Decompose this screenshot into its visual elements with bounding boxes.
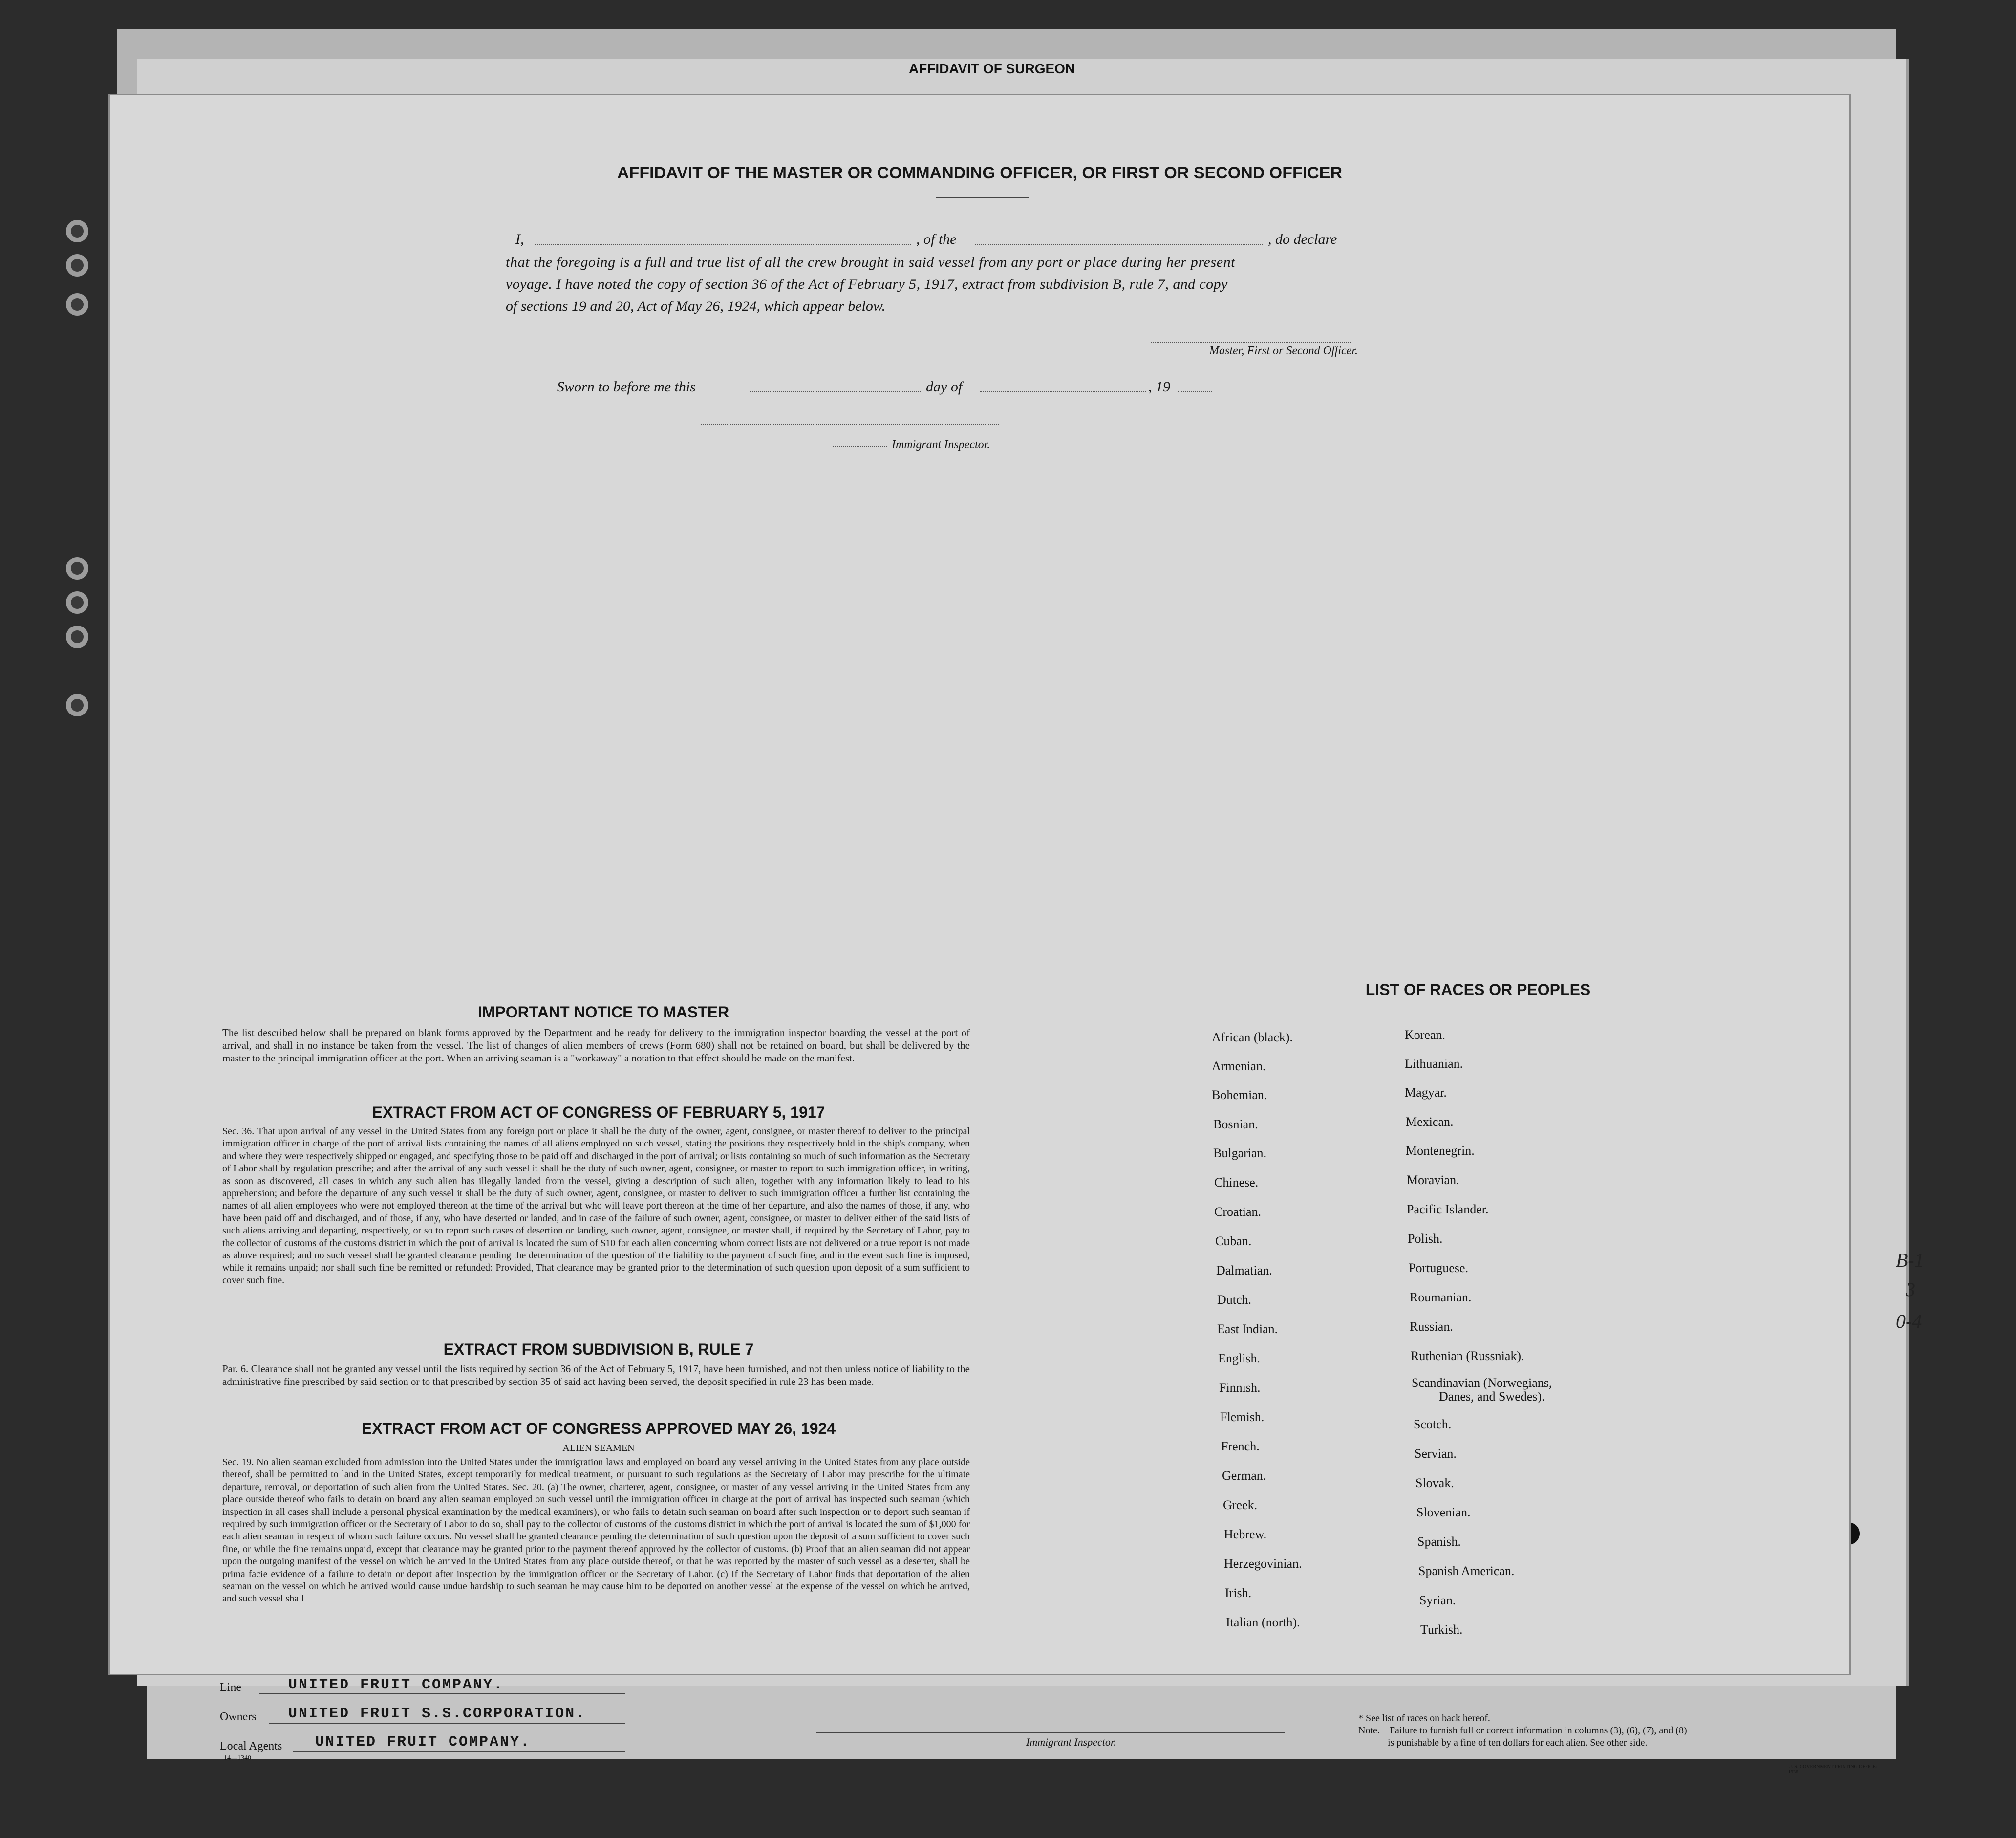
race-item: Polish. [1408,1232,1443,1246]
race-item: Herzegovinian. [1224,1557,1302,1571]
race-item: French. [1221,1439,1260,1453]
master-signature-field[interactable] [1151,342,1351,343]
race-item: Flemish. [1220,1410,1265,1424]
race-item: Dutch. [1217,1293,1252,1307]
extract-1917-title: EXTRACT FROM ACT OF CONGRESS OF FEBRUARY 5, 1917 [372,1103,825,1121]
of-the-label: , of the [916,231,957,247]
race-item: Pacific Islander. [1407,1202,1489,1216]
extract-1924-title: EXTRACT FROM ACT OF CONGRESS APPROVED MAY 26, 1924 [361,1420,836,1437]
sworn-month-field[interactable] [980,391,1146,392]
race-item: Italian (north). [1226,1615,1300,1629]
subdivision-text: Par. 6. Clearance shall not be granted any vessel until the lists required by section 36 of the Act of February 5, 1917, have been furnished, and not then unless notice of liability to the administrative fine prescribed by said section or to that prescribed by section 35 of said act having been served, the deposit specified in rule 23 has been made. [222,1363,970,1387]
race-item: Servian. [1415,1447,1457,1461]
printing-office: U. S. GOVERNMENT PRINTING OFFICE: 1936 [1788,1764,1877,1775]
race-item: Roumanian. [1410,1290,1472,1304]
note-fine: is punishable by a fine of ten dollars for each alien. See other side. [1388,1737,1648,1748]
race-item: Moravian. [1407,1173,1459,1187]
race-item: Portuguese. [1409,1261,1469,1275]
sworn-year-field[interactable] [1178,391,1212,392]
race-item: Bulgarian. [1213,1146,1267,1160]
alien-seamen-subtitle: ALIEN SEAMEN [562,1443,635,1453]
note-failure: Note.—Failure to furnish full or correct information in columns (3), (6), (7), and (8) [1358,1725,1687,1736]
i-label: I, [515,231,524,247]
inspector-label: Immigrant Inspector. [892,438,990,451]
binder-hole [66,293,88,316]
affidavit-line-2: voyage. I have noted the copy of section 36 of the Act of February 5, 1917, extract from subdivision B, rule 7, and copy [506,276,1228,292]
race-item: Chinese. [1214,1175,1259,1189]
race-item: Armenian. [1212,1059,1266,1073]
binder-hole [66,694,88,716]
title-rule [936,197,1029,198]
race-item: Cuban. [1215,1234,1252,1248]
races-title: LIST OF RACES OR PEOPLES [1365,981,1591,998]
race-item: Spanish American. [1418,1564,1515,1578]
race-item: Scandinavian (Norwegians, [1412,1376,1552,1390]
line-label: Line [220,1681,241,1694]
race-item: Slovak. [1415,1476,1454,1490]
race-item: Korean. [1405,1028,1446,1042]
binder-hole [66,626,88,648]
inspector-signature-field-short [833,446,887,447]
race-item: Mexican. [1406,1115,1454,1129]
margin-mark: 3 [1906,1278,1915,1300]
notice-title: IMPORTANT NOTICE TO MASTER [477,1003,729,1021]
binder-hole [66,254,88,277]
vessel-field[interactable] [975,244,1263,245]
notice-text: The list described below shall be prepared on blank forms approved by the Department and be ready for delivery to the immigration inspector boarding the vessel at the port of arrival, and shall in no instance be taken from the vessel. The list of changes of alien members of crews (Form 680) shall not be retained on board, but shall be delivered by the master to the principal immigration officer at the port. When an arriving seaman is a "workaway" a notation to that effect should be made on the manifest. [222,1027,970,1064]
agents-value[interactable]: UNITED FRUIT COMPANY. [315,1734,531,1751]
affidavit-line-1: that the foregoing is a full and true list of all the crew brought in said vessel from any port or place during her present [506,254,1236,270]
affidavit-page [110,95,1849,1674]
sworn-label: Sworn to before me this [557,379,696,395]
race-item: Magyar. [1405,1085,1447,1100]
extract-1924-text: Sec. 19. No alien seaman excluded from admission into the United States under the immigration laws and employed on board any vessel arriving in the United States from any place outside thereof, shall be permitted to land in the United States, except temporarily for medical treatment, or pursuant to such regulations as the Secretary of Labor may prescribe for the ultimate departure, removal, or deportation of such alien from the United States. Sec. 20. (a) The owner, charterer, agent, consignee, or master of any vessel arriving in the United States from any place outside thereof who fails to detain on board any alien seaman employed on such vessel until the immigration officer in charge at the port of arrival has inspected such seaman (which inspection in all cases shall include a personal physical examination by the medical examiners), or who fails to detain such seaman on board after such inspection or to deport such seaman if required by such immigration officer or the Secretary of Labor to do so, shall pay to the collector of customs of the customs district in which the port of arrival is located the sum of $1,000 for each alien seaman in respect of whom such failure occurs. No vessel shall be granted clearance pending the determination of such question upon the deposit of a sum sufficient to cover such fine, or while the fine remains unpaid, except that clearance may be granted prior to the payment thereof approved by the collector of customs. (b) Proof that an alien seaman did not appear upon the outgoing manifest of the vessel on which he arrived in the United States from any place outside thereof, or that he was reported by the master of such vessel as a deserter, shall be prima facie evidence of a failure to detain or deport after inspection by the immigration officer or the Secretary of Labor. (c) If the Secretary of Labor finds that deportation of the alien seaman on the vessel on which he arrived would cause undue hardship to such seaman he may cause him to be deported on another vessel at the expense of the vessel on which he arrived, and such vessel shall [222,1457,970,1604]
race-item: Syrian. [1419,1593,1456,1607]
race-item: Lithuanian. [1405,1057,1463,1071]
master-signature-label: Master, First or Second Officer. [1209,345,1358,357]
race-item: Turkish. [1420,1622,1463,1637]
race-item: Spanish. [1417,1535,1461,1549]
race-item: German. [1222,1469,1266,1483]
owners-rule [269,1723,625,1724]
affidavit-title: AFFIDAVIT OF THE MASTER OR COMMANDING OFFICER, OR FIRST OR SECOND OFFICER [617,164,1342,182]
race-item: Danes, and Swedes). [1439,1389,1545,1404]
inspector-line [816,1732,1285,1733]
race-item: Hebrew. [1224,1527,1267,1541]
footer-inspector-label: Immigrant Inspector. [1026,1736,1116,1748]
subdivision-title: EXTRACT FROM SUBDIVISION B, RULE 7 [443,1341,754,1358]
surgeon-header: AFFIDAVIT OF SURGEON [909,61,1075,76]
binder-hole [66,220,88,242]
race-item: Bohemian. [1212,1088,1267,1102]
name-field[interactable] [535,244,911,245]
owners-value[interactable]: UNITED FRUIT S.S.CORPORATION. [288,1706,586,1722]
day-of-label: day of [926,379,963,395]
race-item: Greek. [1223,1498,1258,1512]
race-item: African (black). [1212,1030,1293,1044]
race-item: Dalmatian. [1216,1263,1272,1277]
race-item: Irish. [1225,1586,1252,1600]
race-item: Croatian. [1214,1205,1262,1219]
inspector-signature-field[interactable] [701,424,999,425]
race-item: Montenegrin. [1406,1144,1475,1158]
race-item: Bosnian. [1213,1117,1258,1131]
race-item: Scotch. [1414,1417,1452,1431]
binder-hole [66,591,88,614]
agents-label: Local Agents [220,1740,282,1752]
margin-mark: 0-4 [1896,1310,1922,1332]
binder-hole [66,557,88,580]
note-races: * See list of races on back hereof. [1358,1713,1490,1724]
race-item: Finnish. [1219,1381,1261,1395]
race-item: East Indian. [1217,1322,1278,1336]
year-label: , 19 [1148,379,1170,395]
sworn-day-field[interactable] [750,391,921,392]
extract-1917-text: Sec. 36. That upon arrival of any vessel in the United States from any foreign port or place it shall be the duty of the owner, agent, consignee, or master thereof to deliver to the principal immigration officer in charge of the port of arrival lists containing the names of all aliens employed on such vessel, stating the positions they respectively hold in the ship's company, when and where they were respectively shipped or engaged, and specifying those to be paid off and discharged in the port of arrival; or lists containing so much of such information as the Secretary of Labor shall by regulation prescribe; and after the arrival of any such vessel it shall be the duty of such owner, agent, consignee, or master to report to such immigration officer, in writing, as soon as discovered, all cases in which any such alien has illegally landed from the vessel, giving a description of such alien, together with any information likely to lead to his apprehension; and before the departure of any such vessel it shall be the duty of such owner, agent, consignee, or master to deliver to such immigration officer a further list containing the names of all alien employees who were not employed thereon at the time of the arrival but who will leave port thereon at the time of her departure, and also the names of those, if any, who have been paid off and discharged, and of those, if any, who have deserted or landed; and in case of the failure of such owner, agent, consignee, or master to deliver either of the said lists of such aliens arriving and departing, respectively, or so to report such cases of desertion or landing, such owner, agent, consignee, or master shall, if required by the Secretary of Labor, pay to the collector of customs of the customs district in which the port of arrival is located the sum of $10 for each alien concerning whom correct lists are not delivered or a true report is not made as above required; and no such vessel shall be granted clearance pending the determination of the question of the liability to the payment of such fine, and in the event such fine is imposed, while it remains unpaid; nor shall such fine be remitted or refunded: Provided, That clearance may be granted prior to the determination of such question upon deposit of a sum sufficient to cover such fine. [222,1126,970,1286]
race-item: Slovenian. [1416,1505,1471,1519]
agents-rule [293,1751,625,1752]
margin-mark: B-1 [1896,1249,1924,1271]
line-rule [259,1693,625,1694]
race-item: Ruthenian (Russniak). [1411,1349,1524,1363]
race-item: English. [1218,1351,1260,1365]
race-item: Russian. [1410,1319,1453,1334]
line-value[interactable]: UNITED FRUIT COMPANY. [288,1677,504,1693]
owners-label: Owners [220,1710,257,1723]
declare-label: , do declare [1268,231,1337,247]
manifest-footer [147,1674,1886,1791]
form-number: 14—1340 [224,1754,251,1762]
affidavit-line-3: of sections 19 and 20, Act of May 26, 1924, which appear below. [506,298,886,314]
